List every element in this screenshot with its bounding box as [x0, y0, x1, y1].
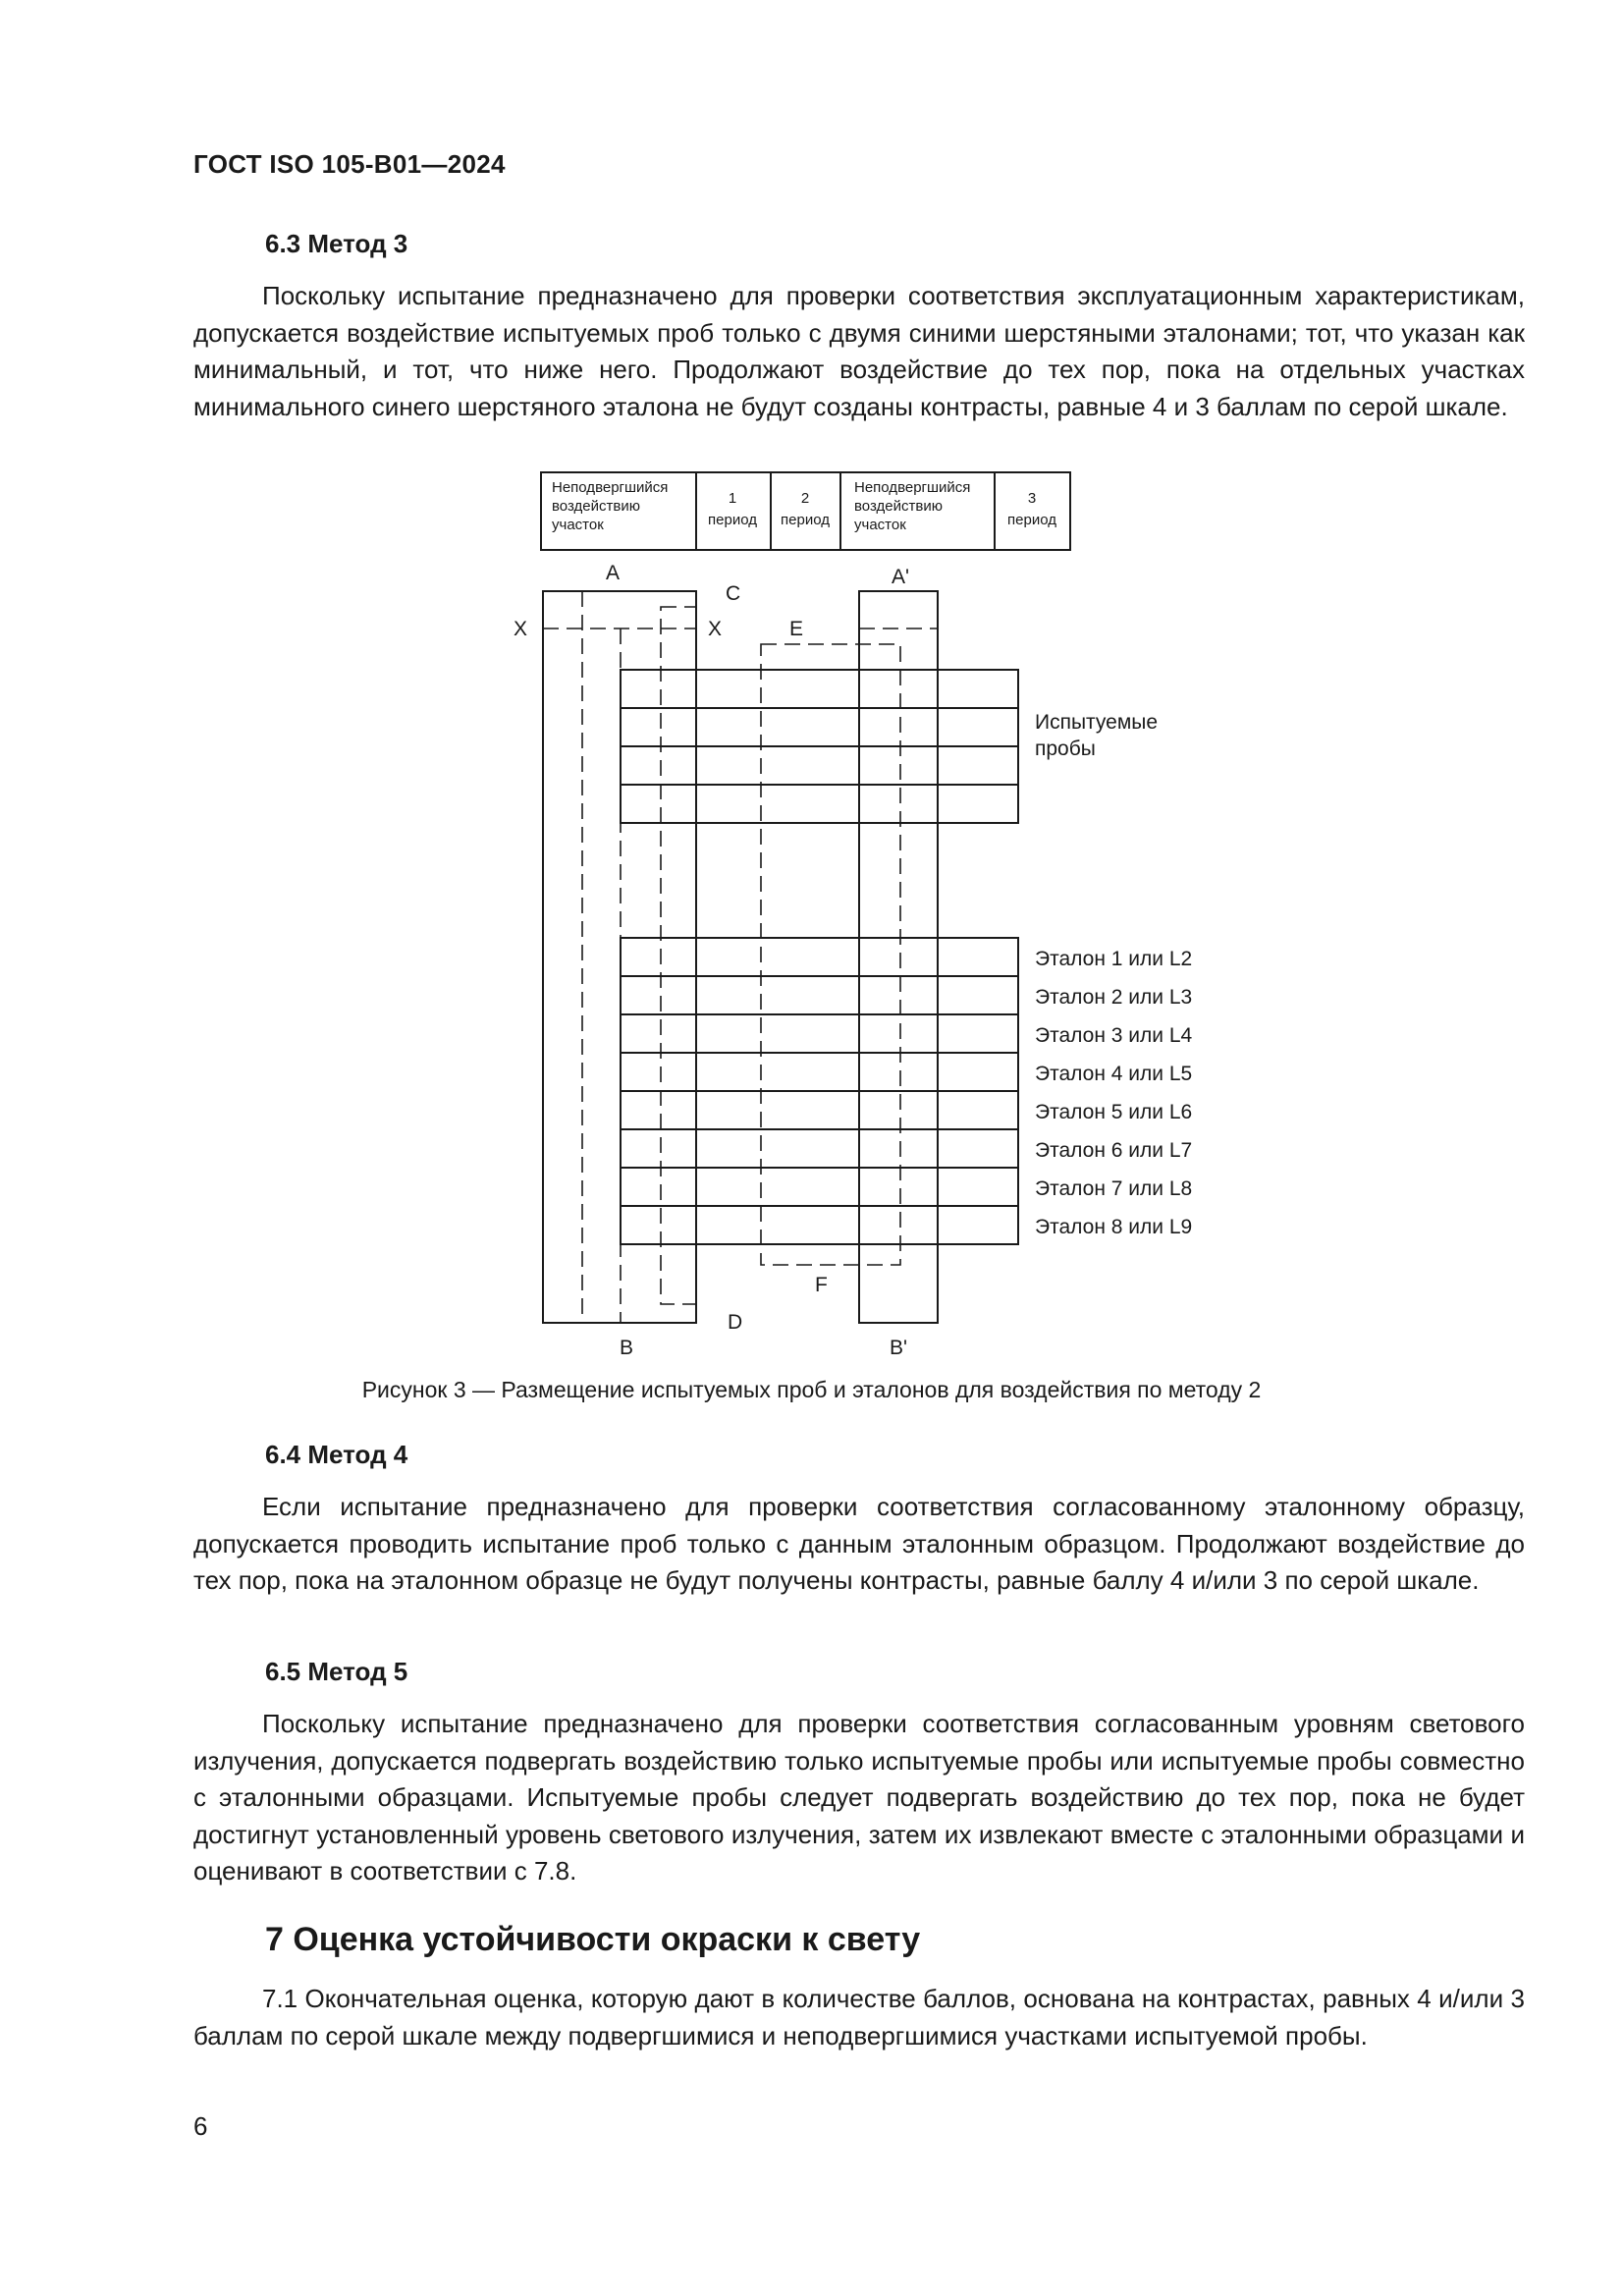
legend-cell-1-line-2: воздействию	[552, 498, 640, 515]
card-right-strip	[859, 591, 938, 1323]
label-x-right: X	[708, 618, 723, 640]
section-7-1-text: 7.1 Окончательная оценка, которую дают в количестве баллов, основана на контрастах, равных 4 и/или 3 баллам по серой шкале между подвергшимися и неподвергшимися участками испытуемой пробы.	[193, 1984, 1525, 2050]
legend-cell-4-line-1: Неподвергшийся	[854, 479, 971, 496]
legend-cell-2-line-1: 1	[728, 490, 737, 507]
label-b-prime: B'	[890, 1337, 908, 1359]
legend-cell-5-line-2: период	[1007, 512, 1056, 528]
section-7-title: 7 Оценка устойчивости окраски к свету	[265, 1921, 921, 1958]
label-f: F	[815, 1274, 828, 1296]
standard-label: Эталон 5 или L6	[1035, 1101, 1193, 1123]
standard-label: Эталон 1 или L2	[1035, 948, 1193, 970]
label-a-prime: A'	[892, 566, 910, 588]
samples-label-line-1: Испытуемые	[1035, 711, 1159, 734]
page-number: 6	[193, 2111, 208, 2141]
legend-cell-2-line-2: период	[708, 512, 757, 528]
label-a: A	[606, 562, 621, 584]
document-header: ГОСТ ISO 105-B01—2024	[193, 149, 506, 179]
section-6-5-text: Поскольку испытание предназначено для проверки соответствия согласованным уровням светового излучения, допускается подвергать воздействию только испытуемые пробы или испытуемые пробы совместно с эталонными образцами. Испытуемые пробы следует подвергать воздействию до тех пор, пока не будет достигнут установленный уровень светового излучения, затем их извлекают вместе с эталонными образцами и оценивают в соответствии с 7.8.	[193, 1709, 1525, 1886]
legend-cell-1-line-1: Неподвергшийся	[552, 479, 669, 496]
section-6-4-title: 6.4 Метод 4	[265, 1440, 408, 1469]
label-x-left: X	[514, 618, 528, 640]
section-6-4-text: Если испытание предназначено для проверки соответствия согласованному эталонному образцу, допускается проводить испытание проб только с данным эталонным образцом. Продолжают воздействие до тех пор, пока на эталонном образце не будут получены контрасты, равные баллу 4 и/или 3 по серой шкале.	[193, 1492, 1525, 1595]
legend-cell-3-line-1: 2	[800, 490, 810, 507]
legend-cell-1-line-3: участок	[552, 517, 604, 533]
legend-cell-4-line-3: участок	[854, 517, 906, 533]
legend-cell-5-line-1: 3	[1027, 490, 1037, 507]
samples-label-line-2: пробы	[1035, 738, 1096, 760]
label-b: B	[620, 1337, 634, 1359]
legend-cell-4-line-2: воздействию	[854, 498, 943, 515]
standard-label: Эталон 2 или L3	[1035, 986, 1193, 1009]
label-c: C	[726, 582, 741, 605]
standard-label: Эталон 4 или L5	[1035, 1063, 1193, 1085]
standard-label: Эталон 7 или L8	[1035, 1177, 1193, 1200]
section-6-5-title: 6.5 Метод 5	[265, 1657, 408, 1686]
standard-label: Эталон 8 или L9	[1035, 1216, 1193, 1238]
label-d: D	[728, 1311, 743, 1334]
section-6-3-text: Поскольку испытание предназначено для проверки соответствия эксплуатационным характеристикам, допускается воздействие испытуемых проб только с двумя синими шерстяными эталонами; тот, что указан как минимальный, и тот, что ниже него. Продолжают воздействие до тех пор, пока на отдельных участках минимального синего шерстяного эталона не будут созданы контрасты, равные 4 и 3 баллам по серой шкале.	[193, 281, 1525, 421]
section-6-3-title: 6.3 Метод 3	[265, 229, 408, 258]
label-e: E	[789, 618, 804, 640]
standard-label: Эталон 3 или L4	[1035, 1024, 1193, 1047]
legend-cell-3-line-2: период	[781, 512, 830, 528]
standard-label: Эталон 6 или L7	[1035, 1139, 1193, 1162]
figure-caption: Рисунок 3 — Размещение испытуемых проб и эталонов для воздействия по методу 2	[361, 1377, 1262, 1402]
